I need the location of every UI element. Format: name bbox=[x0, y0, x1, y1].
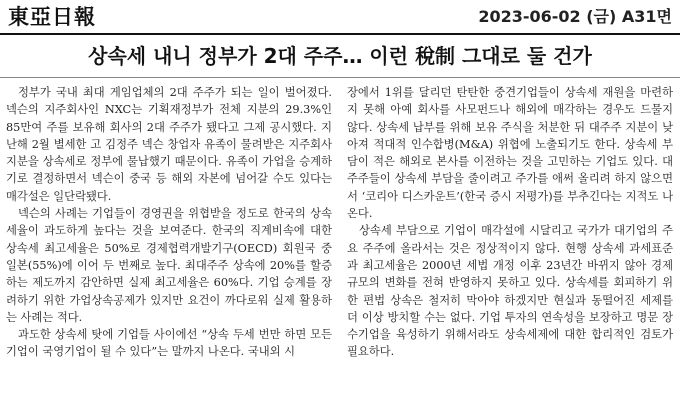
article-headline: 상속세 내니 정부가 2대 주주… 이런 稅制 그대로 둘 건가 bbox=[88, 44, 592, 68]
paragraph: 넥슨의 사례는 기업들이 경영권을 위협받을 정도로 한국의 상속세율이 과도하게 높다는 것을 보여준다. 한국의 직계비속에 대한 상속세 최고세율은 50%로 경제협력개발기구(OECD) 회원국 중 일본(55%)에 이어 두 번째로 높다. 최대주주 상속에 20%를 할증하는 제도까지 감안하면 실제 최고세율은 60%다. 기업 승계를 장려하기 위한 가업상속공제가 있지만 요건이 까다로워 실제 활용하는 사례는 적다. bbox=[6, 207, 332, 324]
article-column-right bbox=[347, 84, 673, 361]
paragraph: 정부가 국내 최대 게임업체의 2대 주주가 되는 일이 벌어졌다. 넥슨의 지주회사인 NXC는 기획재정부가 전체 지분의 29.3%인 85만여 주를 보유해 회사의 2대 주주가 됐다고 그제 공시했다. 지난해 2월 별세한 고 김정주 넥슨 창업자 유족이 물려받은 지주회사 지분을 상속세로 정부에 물납했기 때문이다. 유족이 가업을 승계하기로 결정하면서 넥슨이 중국 등 해외 자본에 넘어갈 수도 있다는 매각설은 일단락됐다. bbox=[6, 86, 332, 203]
article-column-left bbox=[6, 84, 332, 361]
masthead-rule bbox=[0, 33, 680, 35]
paragraph: 장에서 1위를 달리던 탄탄한 중견기업들이 상속세 재원을 마련하지 못해 아예 회사를 사모펀드나 해외에 매각하는 경우도 드물지 않다. 상속세 납부를 위해 보유 주식을 처분한 뒤 대주주 지분이 낮아져 적대적 인수합병(M&A) 위협에 노출되기도 한다. 상속세 부담이 적은 해외로 본사를 이전하는 것을 고민하는 기업도 있다. 대주주들이 상속세 부담을 줄이려고 주가를 애써 올리려 하지 않으면서 ‘코리아 디스카운트’(한국 증시 저평가)를 부추긴다는 지적도 나온다. bbox=[347, 86, 673, 221]
paragraph: 과도한 상속세 탓에 기업들 사이에선 “상속 두세 번만 하면 모든 기업이 국영기업이 될 수 있다”는 말까지 나온다. 국내외 시 bbox=[6, 328, 332, 359]
newspaper-logo: 東亞日報 bbox=[8, 4, 96, 29]
headline-rule bbox=[0, 77, 680, 78]
issue-date-page: 2023-06-02 (금) A31면 bbox=[478, 7, 672, 26]
paragraph: 상속세 부담으로 기업이 매각설에 시달리고 국가가 대기업의 주요 주주에 올라서는 것은 정상적이지 않다. 현행 상속세 과세표준과 최고세율은 2000년 세법 개정 이후 23년간 바뀌지 않아 경제 규모의 변화를 전혀 반영하지 못하고 있다. 상속세를 회피하기 위한 편법 상속은 철저히 막아야 하겠지만 현실과 동떨어진 세제를 더 이상 방치할 수는 없다. 기업 투자의 연속성을 보장하고 명문 장수기업을 육성하기 위해서라도 상속세제에 대한 합리적인 검토가 필요하다. bbox=[347, 224, 673, 359]
masthead bbox=[0, 0, 680, 34]
